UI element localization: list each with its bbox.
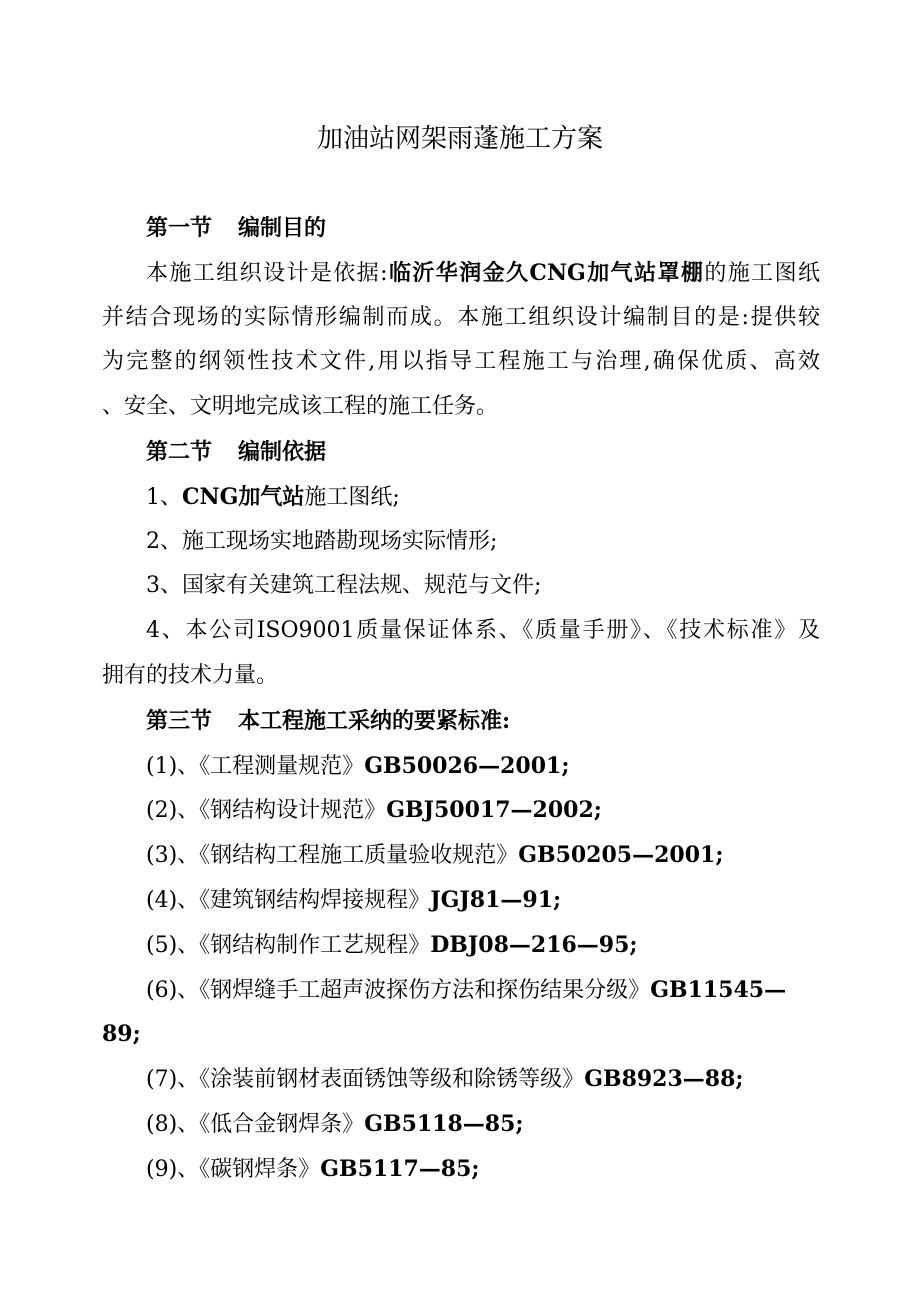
standard-name: 《钢焊缝手工超声波探伤方法和探伤结果分级》 xyxy=(199,977,651,1003)
standard-code: DBJ08—216—95; xyxy=(430,931,638,958)
standard-num: (4)、 xyxy=(146,887,200,913)
project-name: 临沂华润金久CNG加气站罩棚 xyxy=(387,259,705,286)
standard-name: 《碳钢焊条》 xyxy=(199,1156,321,1182)
standard-code-continued: 89; xyxy=(102,1021,141,1048)
section-heading-3 xyxy=(102,699,820,744)
purpose-line-1 xyxy=(102,251,820,296)
standard-item xyxy=(102,744,820,789)
standard-num: (2)、 xyxy=(146,798,200,824)
standard-num: (6)、 xyxy=(146,977,200,1003)
standard-item xyxy=(102,1057,820,1102)
section-number: 第二节 xyxy=(146,438,213,465)
standard-item xyxy=(102,833,820,878)
standard-item xyxy=(102,968,820,1013)
standard-name: 《钢结构制作工艺规程》 xyxy=(199,932,431,958)
standards-list xyxy=(102,744,820,1192)
standard-num: (7)、 xyxy=(146,1067,200,1093)
standard-code: GB5118—85; xyxy=(364,1110,524,1137)
standard-num: (3)、 xyxy=(146,843,200,869)
section-heading-1 xyxy=(102,206,820,251)
standard-num: (5)、 xyxy=(146,932,200,958)
standard-code: GBJ50017—2002; xyxy=(386,797,602,824)
section-heading-2 xyxy=(102,430,820,475)
standard-name: 《建筑钢结构焊接规程》 xyxy=(199,887,431,913)
standard-name: 《工程测量规范》 xyxy=(199,753,365,779)
standard-code: GB11545— xyxy=(650,976,787,1003)
document-title: 加油站网架雨蓬施工方案 xyxy=(316,124,603,154)
standard-code: GB8923—88; xyxy=(584,1066,744,1093)
standard-item xyxy=(102,788,820,833)
text: CNG加气站 xyxy=(182,483,305,510)
standard-name: 《钢结构设计规范》 xyxy=(199,798,387,824)
text: 的施工图纸 xyxy=(704,260,820,286)
section-name: 编制依据 xyxy=(238,438,327,465)
basis-item-3: 3、国家有关建筑工程法规、规范与文件; xyxy=(146,573,542,599)
standard-item xyxy=(102,923,820,968)
standard-num: (9)、 xyxy=(146,1156,200,1182)
purpose-line-2: 并结合现场的实际情形编制而成。本施工组织设计编制目的是:提供较 xyxy=(102,304,820,330)
purpose-line-3: 为完整的纲领性技术文件,用以指导工程施工与治理,确保优质、高效 xyxy=(102,349,820,375)
standard-code: JGJ81—91; xyxy=(430,886,562,913)
standard-item xyxy=(102,878,820,923)
standard-code: GB5117—85; xyxy=(320,1155,480,1182)
section-number: 第一节 xyxy=(146,215,213,241)
basis-item-1 xyxy=(102,475,820,520)
standard-name: 《低合金钢焊条》 xyxy=(199,1111,365,1137)
standard-name: 《涂装前钢材表面锈蚀等级和除锈等级》 xyxy=(199,1067,585,1093)
section-number: 第三节 xyxy=(146,707,213,734)
basis-item-4: 4、本公司ISO9001质量保证体系、《质量手册》、《技术标准》及 xyxy=(146,618,820,644)
standard-name: 《钢结构工程施工质量验收规范》 xyxy=(199,843,519,869)
standard-item xyxy=(102,1147,820,1192)
standard-item xyxy=(102,1102,820,1147)
section-name: 编制目的 xyxy=(238,215,327,241)
text: 施工图纸; xyxy=(304,484,400,510)
standard-num: (1)、 xyxy=(146,753,200,779)
basis-item-2: 2、施工现场实地踏勘现场实际情形; xyxy=(146,528,498,554)
purpose-line-4: 、安全、文明地完成该工程的施工任务。 xyxy=(102,394,499,420)
standard-num: (8)、 xyxy=(146,1111,200,1137)
text: 1、 xyxy=(146,484,182,510)
text: 本施工组织设计是依据: xyxy=(146,260,388,286)
standard-code: GB50205—2001; xyxy=(518,842,724,869)
standard-code: GB50026—2001; xyxy=(364,752,570,779)
document-body xyxy=(102,206,820,1192)
section-name: 本工程施工采纳的要紧标准: xyxy=(238,707,511,734)
basis-item-4-cont: 拥有的技术力量。 xyxy=(102,662,279,688)
